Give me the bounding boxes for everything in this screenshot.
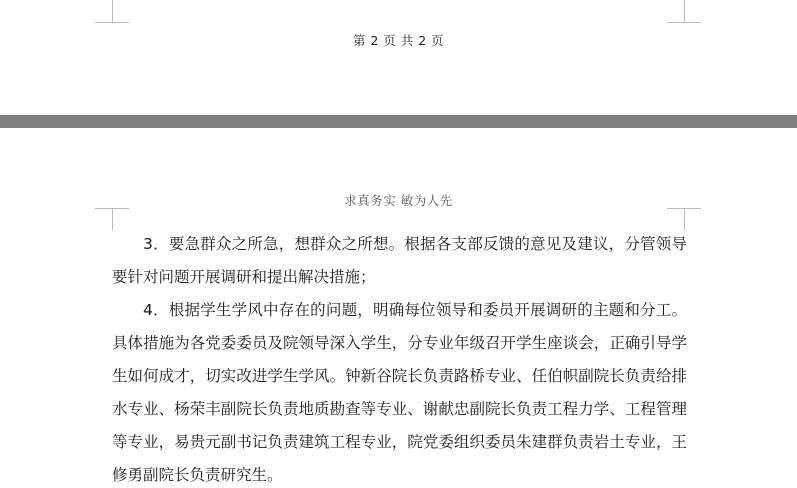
- page-number-footer: 第 2 页 共 2 页: [352, 33, 445, 48]
- crop-mark-right-vertical: [684, 208, 685, 230]
- crop-mark-left-vertical: [112, 208, 113, 230]
- page-header-text: 求真务实 敏为人先: [344, 193, 453, 208]
- crop-mark-top-left-vertical: [112, 0, 113, 22]
- paragraph-3: 3．要急群众之所急，想群众之所想。根据各支部反馈的意见及建议，分管领导要针对问题开展调研和提出解决措施；: [112, 235, 687, 286]
- paragraph-4: 4．根据学生学风中存在的问题，明确每位领导和委员开展调研的主题和分工。具体措施为各党委委员及院领导深入学生，分专业年级召开学生座谈会，正确引导学生如何成才，切实改进学生学风。钟新谷院长负责路桥专业、任伯帜副院长负责给排水专业、杨荣丰副院长负责地质勘查等专业、谢献忠副院长负责工程力学、工程管理等专业，易贵元副书记负责建筑工程专业，院党委组织委员朱建群负责岩土专业，王修勇副院长负责研究生。: [112, 301, 687, 484]
- crop-mark-top-right-horizontal: [667, 22, 701, 23]
- crop-mark-top-left-horizontal: [95, 22, 129, 23]
- document-page-previous: [0, 0, 797, 115]
- document-body: [112, 228, 687, 488]
- page-gap-separator: [0, 115, 797, 128]
- crop-mark-top-right-vertical: [684, 0, 685, 22]
